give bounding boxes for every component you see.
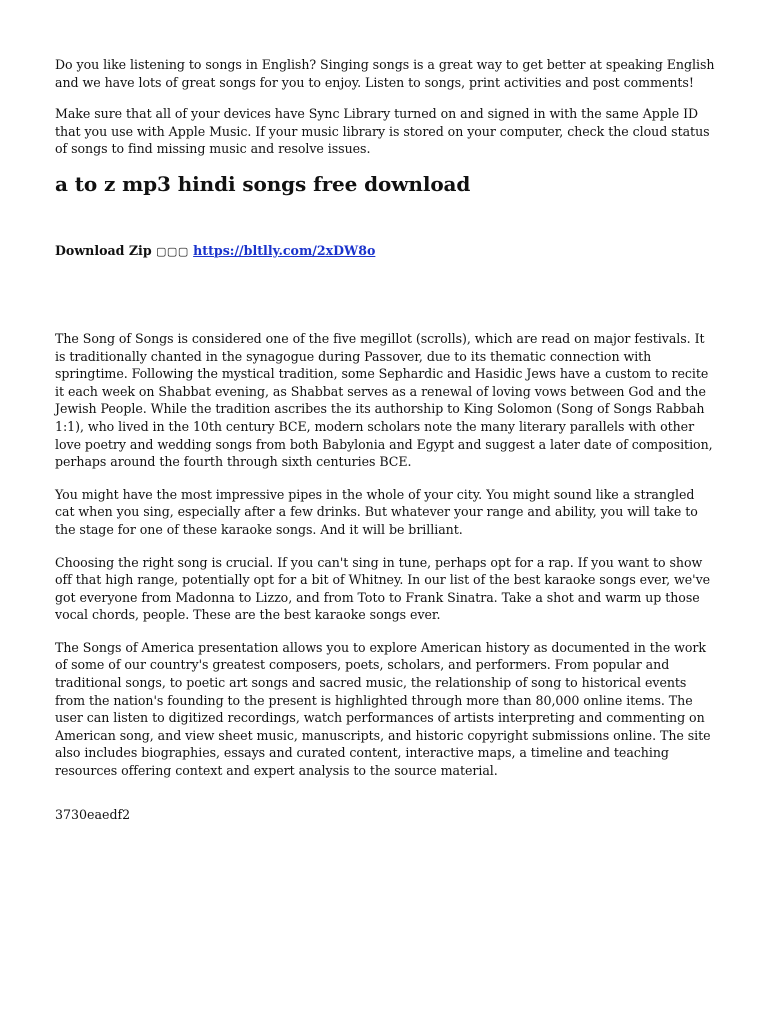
- footer-code: 3730eaedf2: [55, 806, 131, 822]
- body-paragraph-4: The Songs of America presentation allows you to explore American history as documented in the work of some of our country's greatest composers, poets, scholars, and performers. From popular and traditional songs, to poetic art songs and sacred music, the relationship of song to historical events from the nation's founding to the present is highlighted through more than 80,000 online items. The user can listen to digitized recordings, watch performances of artists interpreting and commenting on American song, and view sheet music, manuscripts, and historic copyright submissions online. The site also includes biographies, essays and curated content, interactive maps, a timeline and teaching resources offering context and expert analysis to the source material.: [55, 639, 711, 779]
- body-text: [55, 330, 717, 780]
- body-paragraph-1: The Song of Songs is considered one of the five megillot (scrolls), which are read on major festivals. It is traditionally chanted in the synagogue during Passover, due to its thematic connection with springtime. Following the mystical tradition, some Sephardic and Hasidic Jews have a custom to recite it each week on Shabbat evening, as Shabbat serves as a renewal of loving vows between God and the Jewish People. While the tradition ascribes the its authorship to King Solomon (Song of Songs Rabbah 1:1), who lived in the 10th century BCE, modern scholars note the many literary parallels with other love poetry and wedding songs from both Babylonia and Egypt and suggest a later date of composition, perhaps around the fourth through sixth centuries BCE.: [55, 330, 713, 470]
- arrow-icons: ▢▢▢: [156, 244, 189, 258]
- download-link[interactable]: https://bltlly.com/2xDW8o: [193, 242, 376, 258]
- download-label: Download Zip: [55, 242, 152, 258]
- body-paragraph-3: Choosing the right song is crucial. If you can't sing in tune, perhaps opt for a rap. If you want to show off that high range, potentially opt for a bit of Whitney. In our list of the best karaoke songs ever, we've got everyone from Madonna to Lizzo, and from Toto to Frank Sinatra. Take a shot and warm up those vocal chords, people. These are the best karaoke songs ever.: [55, 554, 711, 623]
- document-content: [55, 56, 717, 823]
- download-line: [55, 242, 717, 260]
- intro-paragraph-1: Do you like listening to songs in English? Singing songs is a great way to get better at speaking English and we have lots of great songs for you to enjoy. Listen to songs, print activities and post comments!: [55, 57, 715, 90]
- page-title: a to z mp3 hindi songs free download: [55, 171, 471, 196]
- body-paragraph-2: You might have the most impressive pipes in the whole of your city. You might sound like a strangled cat when you sing, especially after a few drinks. But whatever your range and ability, you will take to the stage for one of these karaoke songs. And it will be brilliant.: [55, 486, 698, 537]
- intro-paragraph-2: Make sure that all of your devices have Sync Library turned on and signed in with the same Apple ID that you use with Apple Music. If your music library is stored on your computer, check the cloud status of songs to find missing music and resolve issues.: [55, 106, 710, 157]
